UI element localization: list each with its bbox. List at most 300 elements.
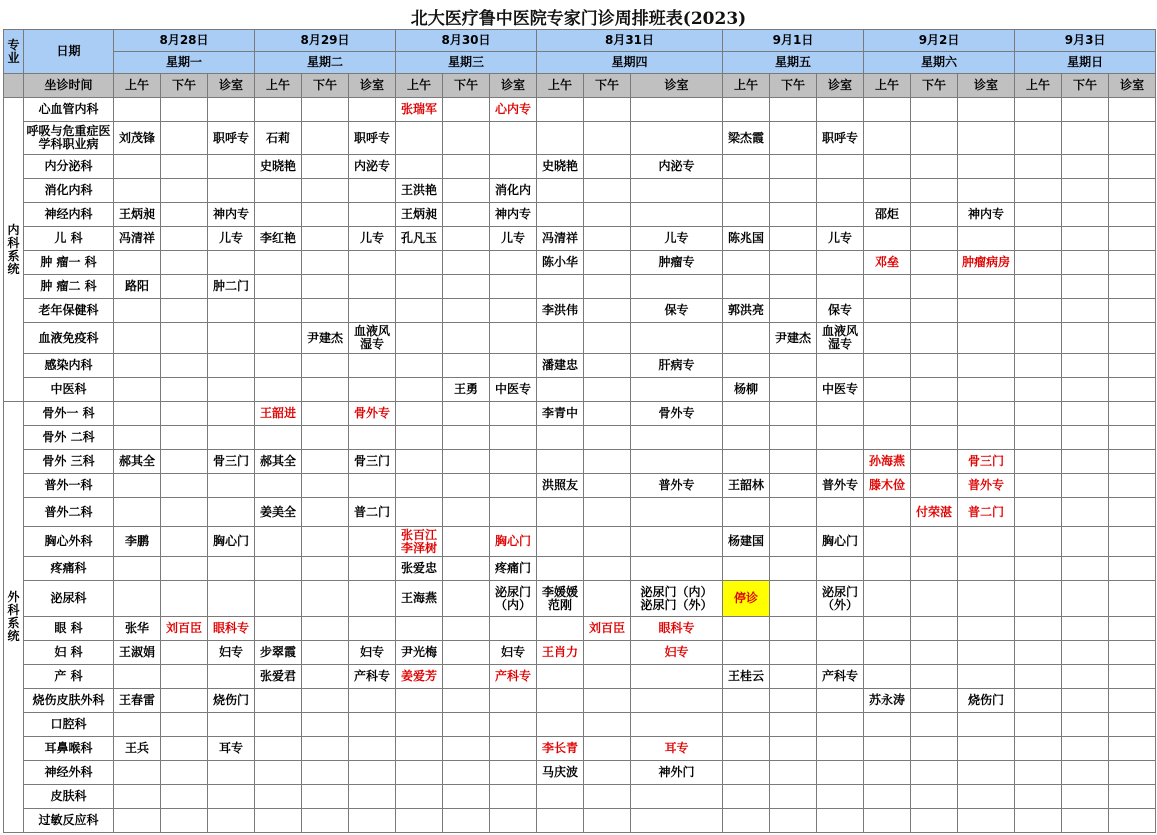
weekday-cell: 星期五 [723,52,864,74]
dept-name: 消化内科 [24,179,114,203]
empty-cell-room [958,617,1015,641]
empty-cell-am [723,155,770,179]
empty-cell-am [537,785,584,809]
schedule-cell-am: 李鹏 [114,527,161,557]
empty-cell-pm [584,557,631,581]
empty-cell-pm [1062,737,1109,761]
empty-cell-room [349,809,396,833]
empty-cell-pm [1062,581,1109,617]
empty-cell-room [817,498,864,527]
empty-cell-pm [161,689,208,713]
schedule-cell-room: 肿瘤病房 [958,251,1015,275]
date-header: 日期 [24,30,114,74]
dept-name: 骨外 三科 [24,450,114,474]
schedule-cell-room: 内泌专 [631,155,723,179]
schedule-cell-pm: 王勇 [443,378,490,402]
empty-cell-room [631,498,723,527]
empty-cell-am [1015,98,1062,122]
empty-cell-pm [1062,498,1109,527]
schedule-cell-am: 姜爱芳 [396,665,443,689]
empty-cell-room [1109,179,1156,203]
empty-cell-pm [584,498,631,527]
empty-cell-pm [911,275,958,299]
table-row [4,378,1156,402]
empty-cell-am [255,785,302,809]
schedule-cell-room: 保专 [631,299,723,323]
table-row [4,251,1156,275]
empty-cell-pm [302,155,349,179]
empty-cell-room [631,179,723,203]
table-row [4,275,1156,299]
empty-cell-am [864,275,911,299]
empty-cell-room [1109,122,1156,155]
empty-cell-room [1109,581,1156,617]
schedule-cell-room: 内泌专 [349,155,396,179]
empty-cell-pm [584,689,631,713]
empty-cell-pm [1062,354,1109,378]
empty-cell-pm [1062,275,1109,299]
empty-cell-room [349,378,396,402]
empty-cell-pm [302,251,349,275]
schedule-cell-am: 李长青 [537,737,584,761]
schedule-cell-room: 泌尿门（内） 泌尿门（外） [631,581,723,617]
empty-cell-room [631,713,723,737]
empty-cell-pm [443,122,490,155]
schedule-cell-room: 职呼专 [817,122,864,155]
empty-cell-room [208,323,255,354]
date-cell: 9月1日 [723,30,864,52]
empty-cell-pm [584,323,631,354]
empty-cell-room [208,474,255,498]
empty-cell-pm [443,426,490,450]
empty-cell-am [114,713,161,737]
empty-cell-pm [911,617,958,641]
table-row [4,474,1156,498]
specialty-header: 专 业 [4,30,24,74]
schedule-cell-room: 胸心门 [208,527,255,557]
empty-cell-room [208,155,255,179]
empty-cell-pm [911,179,958,203]
empty-cell-pm [770,450,817,474]
empty-cell-room [958,179,1015,203]
empty-cell-room [208,402,255,426]
table-row [4,155,1156,179]
empty-cell-pm [911,527,958,557]
schedule-cell-am: 王淑娟 [114,641,161,665]
empty-cell-pm [161,354,208,378]
empty-cell-room [1109,641,1156,665]
empty-cell-room [958,402,1015,426]
empty-cell-room [1109,299,1156,323]
table-row [4,179,1156,203]
empty-cell-room [631,527,723,557]
empty-cell-am [1015,665,1062,689]
empty-cell-pm [584,641,631,665]
empty-cell-pm [302,641,349,665]
schedule-cell-am: 陈兆国 [723,227,770,251]
empty-cell-room [631,203,723,227]
empty-cell-pm [1062,378,1109,402]
empty-cell-room [349,275,396,299]
empty-cell-am [114,665,161,689]
schedule-cell-room: 疼痛门 [490,557,537,581]
empty-cell-room [490,251,537,275]
empty-cell-room [958,785,1015,809]
empty-cell-am [1015,785,1062,809]
schedule-cell-am: 史晓艳 [255,155,302,179]
empty-cell-pm [1062,299,1109,323]
am-header: 上午 [537,74,584,98]
empty-cell-am [255,354,302,378]
empty-cell-pm [584,378,631,402]
empty-cell-room [490,122,537,155]
empty-cell-pm [302,179,349,203]
pm-header: 下午 [302,74,349,98]
empty-cell-am [723,251,770,275]
schedule-cell-room: 肝病专 [631,354,723,378]
room-header: 诊室 [490,74,537,98]
empty-cell-pm [302,689,349,713]
empty-cell-pm [770,299,817,323]
empty-cell-am [396,737,443,761]
empty-cell-pm [443,354,490,378]
am-header: 上午 [396,74,443,98]
schedule-cell-am: 邓垒 [864,251,911,275]
empty-cell-am [255,98,302,122]
empty-cell-pm [911,474,958,498]
empty-cell-room [349,426,396,450]
table-row [4,402,1156,426]
empty-cell-room [958,713,1015,737]
empty-cell-room [208,378,255,402]
empty-cell-room [1109,450,1156,474]
empty-cell-pm [1062,251,1109,275]
empty-cell-am [723,785,770,809]
empty-cell-room [1109,617,1156,641]
empty-cell-room [817,785,864,809]
empty-cell-pm [770,665,817,689]
empty-cell-pm [911,299,958,323]
empty-cell-room [1109,378,1156,402]
schedule-cell-am: 孙海燕 [864,450,911,474]
table-row [4,354,1156,378]
empty-cell-pm [911,761,958,785]
schedule-cell-am: 孔凡玉 [396,227,443,251]
schedule-cell-am: 王韶林 [723,474,770,498]
schedule-cell-am: 滕木俭 [864,474,911,498]
table-row [4,299,1156,323]
empty-cell-am [114,155,161,179]
empty-cell-room [208,98,255,122]
empty-cell-room [1109,203,1156,227]
empty-cell-am [1015,275,1062,299]
empty-cell-pm [911,557,958,581]
blank-header-cell [4,74,24,98]
empty-cell-pm [584,251,631,275]
empty-cell-pm [443,785,490,809]
schedule-cell-am: 李媛媛 范刚 [537,581,584,617]
empty-cell-pm [302,737,349,761]
empty-cell-am [114,98,161,122]
table-row [4,527,1156,557]
empty-cell-room [817,98,864,122]
empty-cell-am [723,275,770,299]
schedule-cell-room: 妇专 [349,641,396,665]
empty-cell-pm [911,581,958,617]
empty-cell-pm [770,98,817,122]
category-internal: 内 科 系 统 [4,98,24,402]
schedule-cell-room: 普外专 [817,474,864,498]
empty-cell-am [723,689,770,713]
empty-cell-am [864,581,911,617]
schedule-cell-room: 普外专 [958,474,1015,498]
dept-name: 老年保健科 [24,299,114,323]
empty-cell-pm [443,275,490,299]
empty-cell-room [1109,98,1156,122]
empty-cell-pm [584,98,631,122]
dept-name: 呼吸与危重症医学科职业病 [24,122,114,155]
dept-name: 产 科 [24,665,114,689]
dept-name: 神经内科 [24,203,114,227]
schedule-cell-room: 肿瘤专 [631,251,723,275]
empty-cell-pm [1062,323,1109,354]
empty-cell-pm [1062,122,1109,155]
empty-cell-pm [302,527,349,557]
schedule-cell-am: 邵炬 [864,203,911,227]
empty-cell-room [631,122,723,155]
empty-cell-pm [911,402,958,426]
schedule-cell-room: 儿专 [490,227,537,251]
empty-cell-room [958,557,1015,581]
empty-cell-am [255,617,302,641]
empty-cell-pm [302,713,349,737]
empty-cell-am [537,98,584,122]
empty-cell-am [723,426,770,450]
empty-cell-am [1015,402,1062,426]
schedule-cell-am: 刘茂锋 [114,122,161,155]
dept-name: 妇 科 [24,641,114,665]
empty-cell-pm [161,557,208,581]
empty-cell-am [1015,581,1062,617]
empty-cell-pm [1062,155,1109,179]
empty-cell-room [631,557,723,581]
empty-cell-pm [1062,713,1109,737]
empty-cell-room [817,203,864,227]
empty-cell-pm [1062,809,1109,833]
table-row [4,203,1156,227]
empty-cell-room [208,179,255,203]
empty-cell-pm [1062,761,1109,785]
schedule-cell-room: 普二门 [958,498,1015,527]
empty-cell-pm [302,474,349,498]
empty-cell-room [490,809,537,833]
empty-cell-pm [161,713,208,737]
empty-cell-pm [770,581,817,617]
table-row [4,713,1156,737]
empty-cell-pm [911,155,958,179]
table-row [4,323,1156,354]
empty-cell-am [723,713,770,737]
schedule-cell-room: 心内专 [490,98,537,122]
empty-cell-pm [161,378,208,402]
schedule-cell-room: 胸心门 [490,527,537,557]
empty-cell-pm [584,809,631,833]
empty-cell-am [255,713,302,737]
empty-cell-room [1109,809,1156,833]
empty-cell-room [1109,665,1156,689]
schedule-cell-room: 骨三门 [349,450,396,474]
empty-cell-room [349,474,396,498]
empty-cell-room [817,155,864,179]
empty-cell-am [1015,617,1062,641]
empty-cell-am [1015,122,1062,155]
empty-cell-am [114,581,161,617]
schedule-cell-room: 儿专 [208,227,255,251]
empty-cell-am [864,527,911,557]
empty-cell-am [396,689,443,713]
empty-cell-am [864,498,911,527]
empty-cell-am [396,299,443,323]
dept-name: 疼痛科 [24,557,114,581]
schedule-cell-pm: 尹建杰 [302,323,349,354]
empty-cell-am [255,689,302,713]
empty-cell-am [864,713,911,737]
empty-cell-am [537,203,584,227]
empty-cell-am [114,354,161,378]
schedule-cell-am: 杨柳 [723,378,770,402]
empty-cell-pm [770,354,817,378]
empty-cell-pm [911,737,958,761]
empty-cell-am [114,378,161,402]
empty-cell-pm [584,527,631,557]
empty-cell-room [817,737,864,761]
schedule-cell-am: 史晓艳 [537,155,584,179]
dept-name: 儿 科 [24,227,114,251]
schedule-cell-am: 王炳昶 [396,203,443,227]
empty-cell-pm [770,122,817,155]
schedule-cell-room: 眼科专 [208,617,255,641]
empty-cell-pm [443,498,490,527]
empty-cell-am [114,179,161,203]
empty-cell-pm [161,641,208,665]
empty-cell-room [1109,713,1156,737]
empty-cell-room [208,426,255,450]
schedule-cell-room: 职呼专 [349,122,396,155]
empty-cell-pm [443,251,490,275]
empty-cell-pm [1062,785,1109,809]
empty-cell-pm [911,785,958,809]
schedule-cell-room: 产科专 [349,665,396,689]
schedule-cell-am: 王炳昶 [114,203,161,227]
empty-cell-pm [770,809,817,833]
empty-cell-pm [302,275,349,299]
empty-cell-am [255,299,302,323]
empty-cell-pm [911,689,958,713]
schedule-cell-room: 神内专 [490,203,537,227]
empty-cell-am [864,323,911,354]
empty-cell-am [1015,527,1062,557]
empty-cell-room [349,557,396,581]
weekday-cell: 星期三 [396,52,537,74]
empty-cell-room [208,713,255,737]
weekday-cell: 星期六 [864,52,1015,74]
empty-cell-pm [1062,203,1109,227]
empty-cell-room [631,785,723,809]
empty-cell-am [1015,450,1062,474]
schedule-cell-room: 妇专 [490,641,537,665]
dept-name: 血液免疫科 [24,323,114,354]
empty-cell-pm [443,155,490,179]
empty-cell-pm [443,713,490,737]
empty-cell-room [208,354,255,378]
empty-cell-am [723,450,770,474]
schedule-cell-room: 骨三门 [208,450,255,474]
schedule-cell-room: 血液风湿专 [817,323,864,354]
empty-cell-room [349,179,396,203]
empty-cell-am [537,426,584,450]
empty-cell-am [723,761,770,785]
empty-cell-room [958,761,1015,785]
empty-cell-pm [161,527,208,557]
empty-cell-pm [443,402,490,426]
empty-cell-am [396,713,443,737]
schedule-cell-am: 李青中 [537,402,584,426]
empty-cell-pm [911,227,958,251]
schedule-cell-room: 保专 [817,299,864,323]
empty-cell-pm [443,527,490,557]
empty-cell-am [1015,179,1062,203]
empty-cell-pm [1062,641,1109,665]
schedule-cell-am: 王洪艳 [396,179,443,203]
empty-cell-pm [911,98,958,122]
empty-cell-room [349,761,396,785]
empty-cell-am [537,122,584,155]
empty-cell-pm [302,402,349,426]
empty-cell-pm [443,179,490,203]
empty-cell-pm [161,122,208,155]
table-row [4,737,1156,761]
empty-cell-am [723,98,770,122]
empty-cell-pm [584,122,631,155]
empty-cell-pm [302,227,349,251]
empty-cell-pm [443,617,490,641]
empty-cell-room [1109,426,1156,450]
am-header: 上午 [255,74,302,98]
empty-cell-am [255,275,302,299]
empty-cell-am [396,785,443,809]
table-row [4,689,1156,713]
date-cell: 9月3日 [1015,30,1156,52]
dept-name: 心血管内科 [24,98,114,122]
empty-cell-am [396,122,443,155]
empty-cell-room [1109,689,1156,713]
empty-cell-pm [302,617,349,641]
schedule-cell-pm: 刘百臣 [161,617,208,641]
empty-cell-pm [443,474,490,498]
empty-cell-am [864,785,911,809]
schedule-cell-am: 王肖力 [537,641,584,665]
empty-cell-room [1109,227,1156,251]
empty-cell-room [817,179,864,203]
dept-name: 肿 瘤一 科 [24,251,114,275]
schedule-cell-am: 步翠霞 [255,641,302,665]
empty-cell-am [864,426,911,450]
empty-cell-am [255,761,302,785]
empty-cell-room [631,450,723,474]
header-row-sessions [4,74,1156,98]
empty-cell-pm [770,426,817,450]
empty-cell-room [490,737,537,761]
